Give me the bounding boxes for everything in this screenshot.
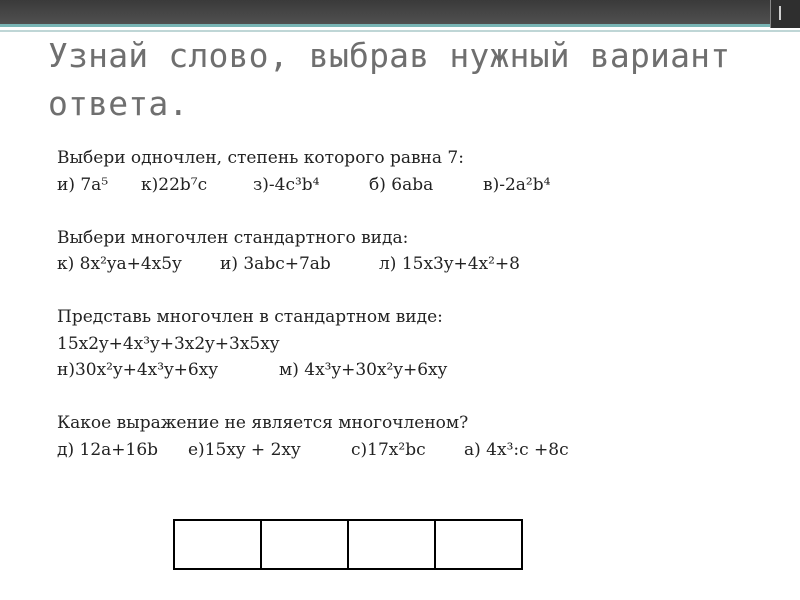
header-bar	[0, 0, 800, 24]
option[interactable]: н)30x²y+4x³y+6xy	[57, 360, 218, 380]
option[interactable]: в)-2a²b⁴	[483, 174, 551, 195]
task-2-options	[57, 251, 777, 278]
accent-stripe	[0, 24, 800, 27]
corner-decoration	[770, 0, 800, 28]
option[interactable]: а) 4x³:c +8c	[464, 439, 569, 460]
option[interactable]: д) 12a+16b	[57, 439, 159, 460]
option[interactable]: з)-4c³b⁴	[253, 174, 320, 195]
option[interactable]: и) 3abc+7ab	[220, 254, 331, 274]
task-2-question: Выбери многочлен стандартного вида:	[57, 227, 409, 248]
option[interactable]: к)22b⁷c	[141, 174, 208, 195]
option[interactable]: л) 15x3y+4x²+8	[379, 254, 520, 274]
answer-cell[interactable]	[261, 520, 348, 569]
task-4-options	[57, 437, 777, 464]
task-4-question: Какое выражение не является многочленом?	[57, 413, 469, 433]
answer-cell[interactable]	[348, 520, 435, 569]
option[interactable]: с)17x²bc	[351, 439, 426, 460]
option[interactable]: и) 7a⁵	[57, 174, 109, 195]
task-list	[57, 145, 777, 463]
task-3-options	[57, 357, 777, 384]
task-1-options	[57, 172, 777, 199]
answer-grid	[173, 519, 523, 570]
answer-cell[interactable]	[174, 520, 261, 569]
task-3-question: Представь многочлен в стандартном виде:	[57, 307, 443, 327]
option[interactable]: м) 4x³y+30x²y+6xy	[279, 360, 448, 380]
option[interactable]: б) 6aba	[369, 174, 434, 195]
slide-title: Узнай слово, выбрав нужный вариант ответа.	[48, 36, 731, 123]
option[interactable]: к) 8x²ya+4x5y	[57, 254, 182, 274]
option[interactable]: е)15xy + 2xy	[188, 439, 301, 460]
task-3-expression: 15x2y+4x³y+3x2y+3x5xy	[57, 333, 280, 354]
answer-cell[interactable]	[435, 520, 522, 569]
task-1-question: Выбери одночлен, степень которого равна 7:	[57, 148, 464, 168]
